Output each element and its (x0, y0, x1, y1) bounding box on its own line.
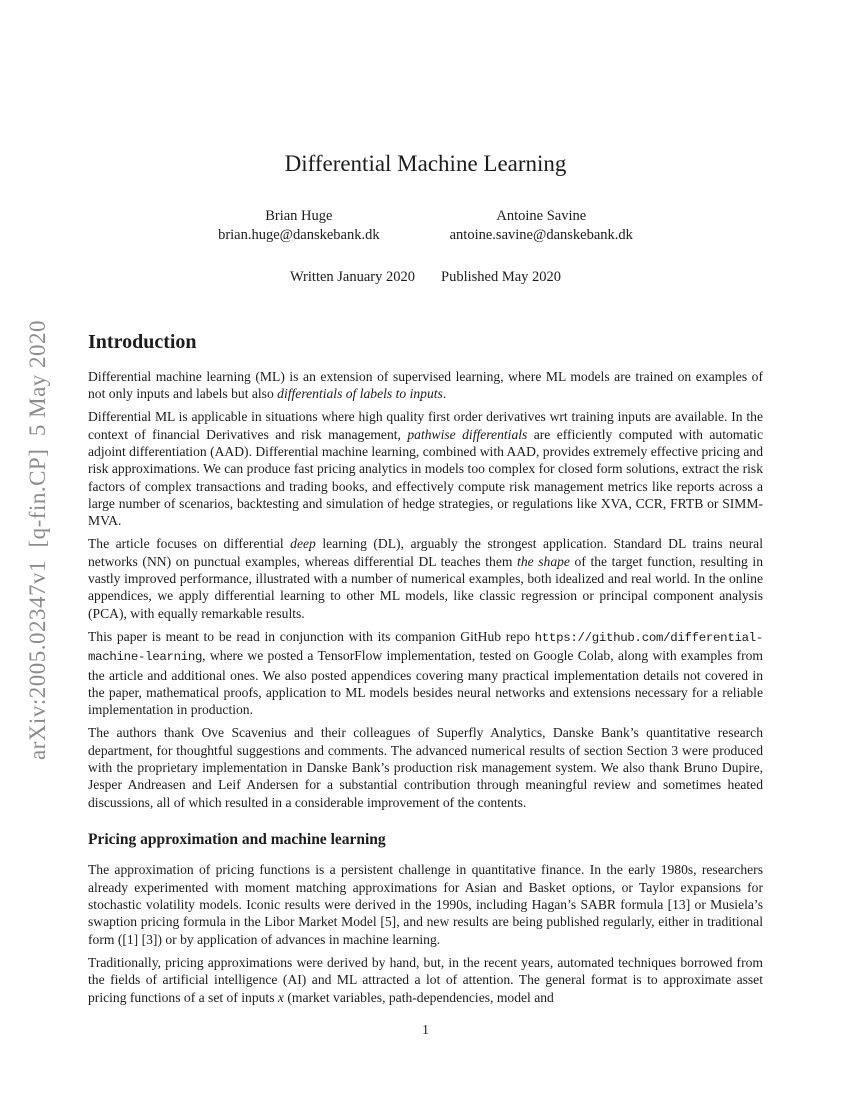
author-antoine-savine (450, 207, 633, 245)
intro-paragraph-5: The authors thank Ove Scavenius and their colleagues of Superfly Analytics, Danske Bank’s quantitative research department, for thoughtful suggestions and comments. The advanced numerical results of section Section 3 were produced with the proprietary implementation in Danske Bank’s production risk management system. We also thank Bruno Dupire, Jesper Andreasen and Leif Andersen for a substantial contribution through meaningful review and sometimes heated discussions, all of which resulted in a considerable improvement of the contents. (88, 725, 763, 810)
dates-line (88, 269, 763, 286)
author-name: Brian Huge (265, 207, 333, 224)
subsection-heading-pricing-approximation: Pricing approximation and machine learning (88, 830, 386, 848)
author-email: antoine.savine@danskebank.dk (449, 226, 633, 243)
intro-paragraph-2: Differential ML is applicable in situations where high quality first order derivatives wrt training inputs are available. In the context of financial Derivatives and risk management, pathwise differentials are efficiently computed with automatic adjoint differentiation (AAD). Differential machine learning, combined with AAD, provides extremely effective pricing and risk approximations. We can produce fast pricing analytics in models too complex for closed form solutions, extract the risk factors of complex transactions and trading books, and effectively compute risk management metrics like reports across a large number of scenarios, backtesting and simulation of hedge strategies, or regulations like XVA, CCR, FRTB or SIMM-MVA. (88, 409, 763, 529)
author-email: brian.huge@danskebank.dk (218, 226, 380, 243)
pricing-paragraph-1: The approximation of pricing functions is a persistent challenge in quantitative finance. In the early 1980s, researchers already experimented with moment matching approximations for Asian and Basket options, or Taylor expansions for stochastic volatility models. Iconic results were derived in the 1990s, including Hagan’s SABR formula [13] or Musiela’s swaption pricing formula in the Libor Market Model [5], and new results are being published regularly, either in traditional form ([1] [3]) or by application of advances in machine learning. (88, 862, 763, 947)
author-block (88, 207, 763, 245)
paper-content (88, 0, 763, 1012)
pricing-paragraph-2: Traditionally, pricing approximations were derived by hand, but, in the recent years, automated techniques borrowed from the fields of artificial intelligence (AI) and ML attracted a lot of attention. The general format is to approximate asset pricing functions of a set of inputs x (market variables, path-dependencies, model and (88, 954, 763, 1005)
written-date: Written January 2020 (289, 268, 416, 285)
arxiv-stamp: arXiv:2005.02347v1 [q-fin.CP] 5 May 2020 (25, 319, 50, 761)
author-name: Antoine Savine (496, 207, 587, 224)
section-heading-introduction: Introduction (88, 330, 197, 353)
published-date: Published May 2020 (441, 268, 562, 285)
paper-title: Differential Machine Learning (284, 151, 567, 176)
author-brian-huge (218, 207, 380, 245)
intro-paragraph-4: This paper is meant to be read in conjunction with its companion GitHub repo https://github.com/differential-machine-learning, where we posted a TensorFlow implementation, tested on Google Colab, along with examples from the article and additional ones. We also posted appendices covering many practical implementation details not covered in the paper, mathematical proofs, application to ML models besides neural networks and extensions necessary for a reliable implementation in production. (88, 628, 763, 718)
page-number: 1 (422, 1022, 429, 1037)
intro-paragraph-1: Differential machine learning (ML) is an extension of supervised learning, where ML models are trained on examples of not only inputs and labels but also differentials of labels to inputs. (88, 368, 763, 402)
intro-paragraph-3: The article focuses on differential deep learning (DL), arguably the strongest application. Standard DL trains neural networks (NN) on punctual examples, whereas differential DL teaches them the shape of the target function, resulting in vastly improved performance, illustrated with a number of numerical examples, both idealized and real world. In the online appendices, we apply differential learning to other ML models, like classic regression or principal component analysis (PCA), with equally remarkable results. (88, 536, 763, 621)
